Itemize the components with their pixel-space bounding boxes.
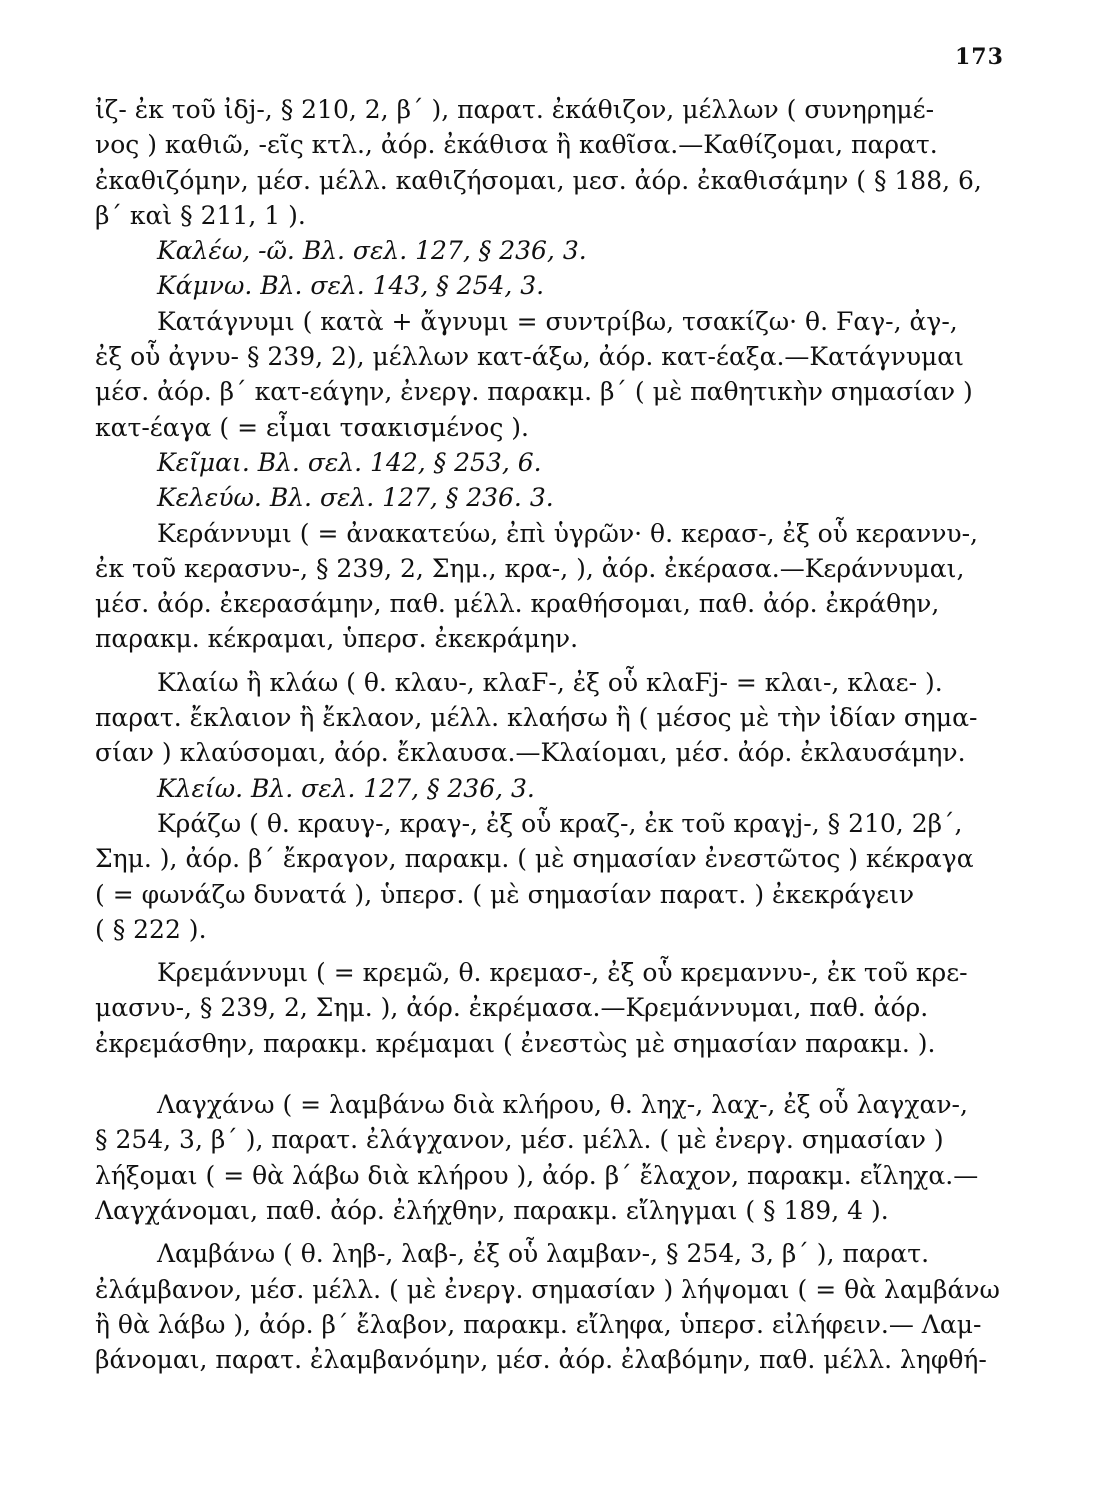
text-line: λήξομαι ( = θὰ λάβω διὰ κλήρου ), ἀόρ. β΄ ἔλαχον, παρακμ. εἴληχα.— — [95, 1160, 979, 1190]
text-line: ( § 222 ). — [95, 914, 207, 944]
text-line: β΄ καὶ § 211, 1 ). — [95, 200, 306, 230]
text-line: ἢ θὰ λάβω ), ἀόρ. β΄ ἔλαβον, παρακμ. εἴληφα, ὑπερσ. εἰλήφειν.— Λαμ- — [95, 1309, 982, 1339]
text-line: ἐλάμβανον, μέσ. μέλλ. ( μὲ ἐνεργ. σημασίαν ) λήψομαι ( = θὰ λαμβάνω — [95, 1274, 1000, 1304]
text-line: μέσ. ἀόρ. ἐκερασάμην, παθ. μέλλ. κραθήσομαι, παθ. ἀόρ. ἐκράθην, — [95, 589, 940, 619]
entry-lambano: Λαμβάνω ( θ. ληβ-, λαβ-, ἐξ οὗ λαμβαν-, § 254, 3, β΄ ), παρατ. — [157, 1239, 930, 1269]
text-line: Σημ. ), ἀόρ. β΄ ἔκραγον, παρακμ. ( μὲ σημασίαν ἐνεστῶτος ) κέκραγα — [95, 844, 974, 874]
text-line: § 254, 3, β΄ ), παρατ. ἐλάγχανον, μέσ. μέλλ. ( μὲ ἐνεργ. σημασίαν ) — [95, 1125, 944, 1155]
text-line: ἰζ- ἐκ τοῦ ἰδj-, § 210, 2, β΄ ), παρατ. ἐκάθιζον, μέλλων ( συνηρημέ- — [95, 95, 935, 124]
entry-kleio: Κλείω. Βλ. σελ. 127, § 236, 3. — [157, 773, 535, 803]
text-line: ( = φωνάζω δυνατά ), ὑπερσ. ( μὲ σημασίαν παρατ. ) ἐκεκράγειν — [95, 879, 915, 909]
text-line: μασνυ-, § 239, 2, Σημ. ), ἀόρ. ἐκρέμασα.—Κρεμάννυμαι, παθ. ἀόρ. — [95, 993, 929, 1023]
text-line: ἐξ οὗ ἀγνυ- § 239, 2), μέλλων κατ-άξω, ἀόρ. κατ-έαξα.—Κατάγνυμαι — [95, 342, 964, 372]
entry-kaleo: Καλέω, -ῶ. Βλ. σελ. 127, § 236, 3. — [157, 236, 587, 266]
text-line: Λαγχάνομαι, παθ. ἀόρ. ἐλήχθην, παρακμ. εἴληγμαι ( § 189, 4 ). — [95, 1195, 889, 1225]
text-line: παρακμ. κέκραμαι, ὑπερσ. ἐκεκράμην. — [95, 624, 579, 654]
text-line: σίαν ) κλαύσομαι, ἀόρ. ἔκλαυσα.—Κλαίομαι, μέσ. ἀόρ. ἐκλαυσάμην. — [95, 738, 966, 768]
entry-keimai: Κεῖμαι. Βλ. σελ. 142, § 253, 6. — [157, 447, 542, 477]
text-line: ἐκ τοῦ κερασνυ-, § 239, 2, Σημ., κρα-, ), ἀόρ. ἐκέρασα.—Κεράννυμαι, — [95, 553, 965, 583]
entry-keleuo: Κελεύω. Βλ. σελ. 127, § 236. 3. — [157, 483, 554, 513]
text-line: βάνομαι, παρατ. ἐλαμβανόμην, μέσ. ἀόρ. ἐλαβόμην, παθ. μέλλ. ληφθή- — [95, 1345, 987, 1375]
entry-kremannymi: Κρεμάννυμι ( = κρεμῶ, θ. κρεμασ-, ἐξ οὗ κρεμαννυ-, ἐκ τοῦ κρε- — [157, 958, 968, 988]
text-line: ἐκαθιζόμην, μέσ. μέλλ. καθιζήσομαι, μεσ. ἀόρ. ἐκαθισάμην ( § 188, 6, — [95, 165, 982, 195]
entry-kamno: Κάμνω. Βλ. σελ. 143, § 254, 3. — [157, 271, 545, 301]
entry-klaio: Κλαίω ἢ κλάω ( θ. κλαυ-, κλαϜ-, ἐξ οὗ κλαϜj- = κλαι-, κλαε- ). — [157, 667, 943, 697]
entry-lagchano: Λαγχάνω ( = λαμβάνω διὰ κλήρου, θ. ληχ-, λαχ-, ἐξ οὗ λαγχαν-, — [157, 1090, 968, 1120]
entry-krazo: Κράζω ( θ. κραυγ-, κραγ-, ἐξ οὗ κραζ-, ἐκ τοῦ κραγj-, § 210, 2β΄, — [157, 808, 963, 838]
page-number: 173 — [955, 44, 1004, 70]
text-line: μέσ. ἀόρ. β΄ κατ-εάγην, ἐνεργ. παρακμ. β΄ ( μὲ παθητικὴν σημασίαν ) — [95, 377, 973, 407]
text-line: ἐκρεμάσθην, παρακμ. κρέμαμαι ( ἐνεστὼς μὲ σημασίαν παρακμ. ). — [95, 1028, 936, 1058]
lexicon-text — [95, 92, 1007, 1377]
text-line: νος ) καθιῶ, -εῖς κτλ., ἀόρ. ἐκάθισα ἢ καθῖσα.—Καθίζομαι, παρατ. — [95, 130, 938, 160]
entry-katagnymi: Κατάγνυμι ( κατὰ + ἄγνυμι = συντρίβω, τσακίζω· θ. Ϝαγ-, ἀγ-, — [157, 306, 958, 336]
text-line: παρατ. ἔκλαιον ἢ ἔκλαον, μέλλ. κλαήσω ἢ ( μέσος μὲ τὴν ἰδίαν σημα- — [95, 703, 978, 733]
entry-kerannymi: Κεράννυμι ( = ἀνακατεύω, ἐπὶ ὑγρῶν· θ. κερασ-, ἐξ οὗ κεραννυ-, — [157, 518, 979, 548]
text-line: κατ-έαγα ( = εἶμαι τσακισμένος ). — [95, 412, 529, 442]
